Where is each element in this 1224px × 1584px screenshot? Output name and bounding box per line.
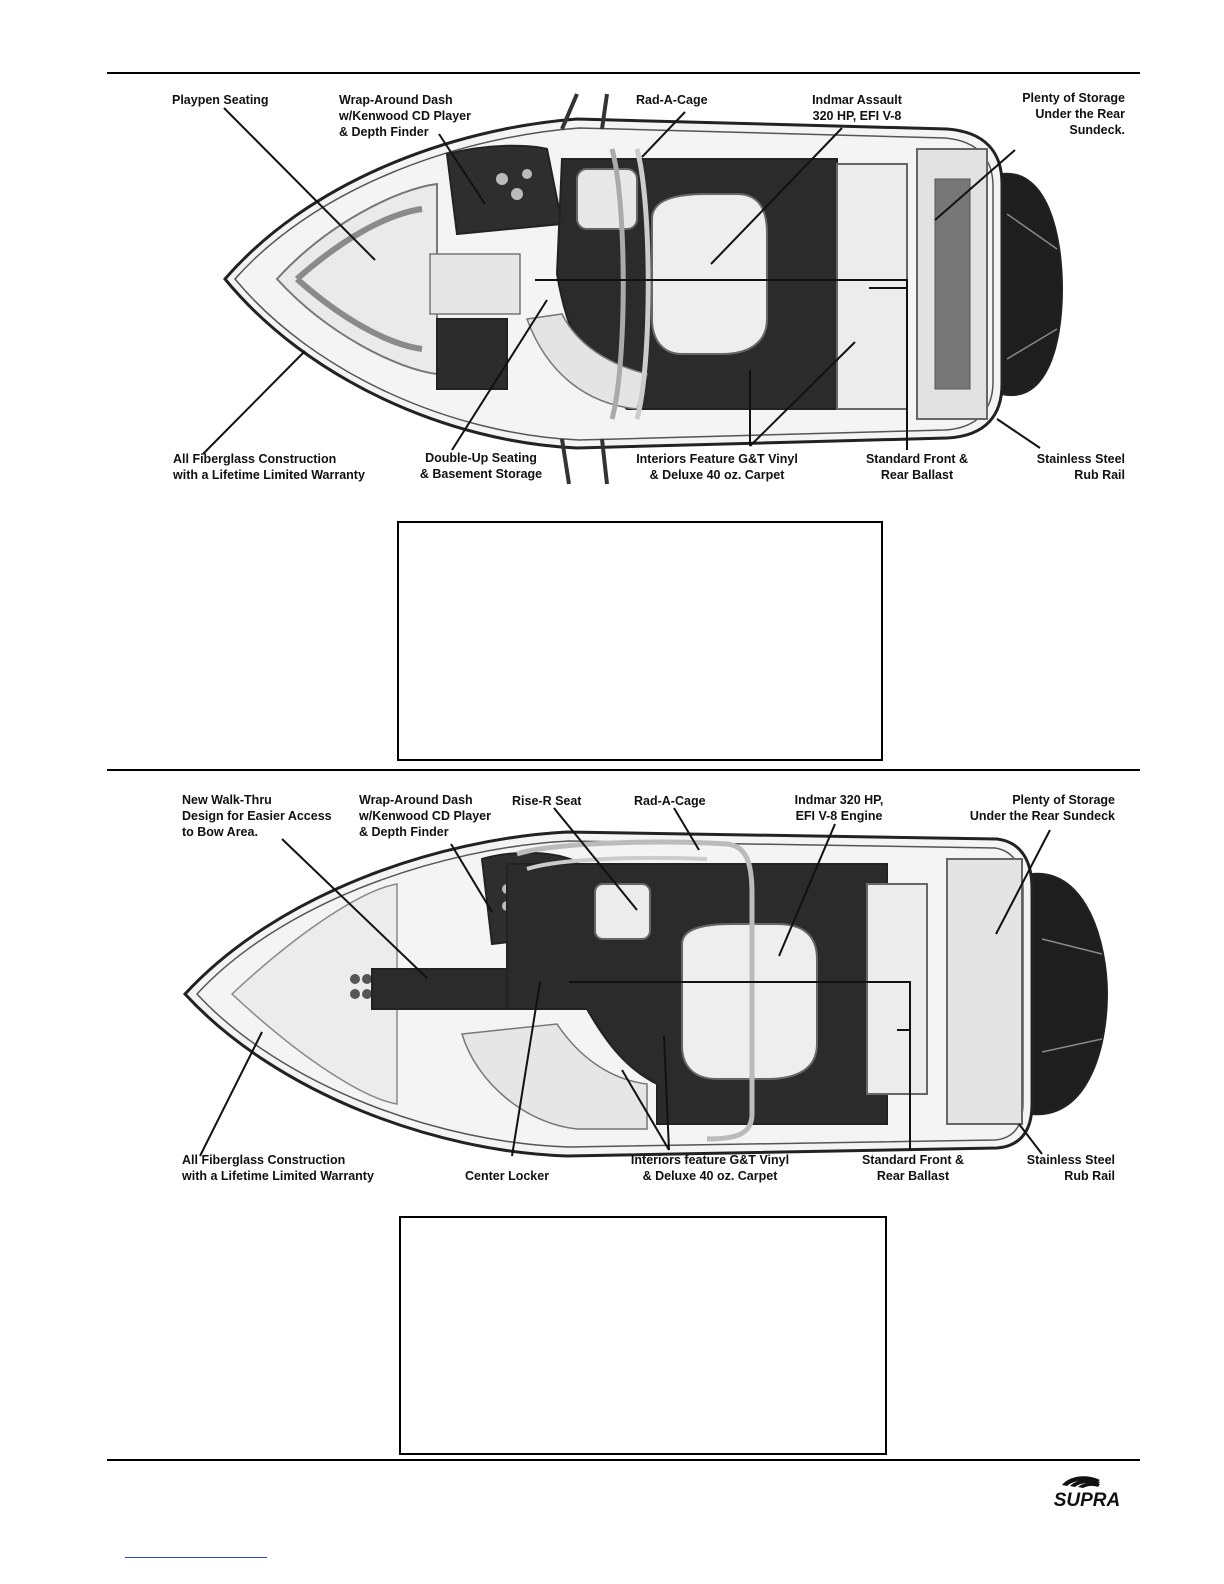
- supra-logo-text: SUPRA: [1053, 1490, 1121, 1508]
- blank-box-bottom: [399, 1216, 887, 1455]
- label-ballast: Standard Front & Rear Ballast: [861, 1153, 965, 1183]
- engine-box: [652, 194, 767, 354]
- supra-logo: [1030, 1474, 1145, 1508]
- label-fiberglass: All Fiberglass Construction with a Lifetime Limited Warranty: [182, 1153, 374, 1183]
- label-fiberglass: All Fiberglass Construction with a Lifetime Limited Warranty: [173, 452, 365, 482]
- label-rub-rail: Stainless Steel Rub Rail: [1026, 1153, 1115, 1183]
- label-engine: Indmar 320 HP, EFI V-8 Engine: [794, 793, 884, 823]
- label-center-locker: Center Locker: [465, 1169, 550, 1183]
- boat-bottom-illustration: [107, 784, 1140, 1194]
- label-playpen-seating: Playpen Seating: [172, 93, 269, 107]
- label-storage: Plenty of Storage Under the Rear Sundeck.: [1022, 91, 1125, 137]
- footer-link-underline[interactable]: [125, 1557, 267, 1558]
- label-engine: Indmar Assault 320 HP, EFI V-8: [812, 93, 902, 123]
- label-double-up-seating: Double-Up Seating & Basement Storage: [419, 451, 543, 481]
- label-wraparound-dash: Wrap-Around Dash w/Kenwood CD Player & Depth Finder: [339, 93, 471, 139]
- swim-platform: [1002, 174, 1062, 395]
- bottom-rule: [107, 1459, 1140, 1461]
- label-rad-a-cage: Rad-A-Cage: [634, 794, 706, 808]
- walkthru-carpet: [372, 969, 507, 1009]
- label-interiors: Interiors feature G&T Vinyl & Deluxe 40 oz. Carpet: [630, 1153, 790, 1183]
- blank-box-top: [397, 521, 883, 761]
- boat-top-illustration: [107, 74, 1140, 494]
- label-rise-r-seat: Rise-R Seat: [512, 794, 582, 808]
- dash: [447, 146, 562, 234]
- label-rad-a-cage: Rad-A-Cage: [636, 93, 708, 107]
- label-storage: Plenty of Storage Under the Rear Sundeck: [969, 793, 1115, 823]
- supra-logo-mark: [1030, 1474, 1145, 1508]
- label-walk-thru-design: New Walk-Thru Design for Easier Access to Bow Area.: [182, 793, 332, 839]
- label-rub-rail: Stainless Steel Rub Rail: [1036, 452, 1125, 482]
- label-ballast: Standard Front & Rear Ballast: [865, 452, 969, 482]
- middle-rule: [107, 769, 1140, 771]
- boat-diagram-bottom: [107, 784, 1140, 1194]
- label-wraparound-dash: Wrap-Around Dash w/Kenwood CD Player & Depth Finder: [359, 793, 491, 839]
- swim-platform: [1032, 874, 1107, 1114]
- boat-diagram-top: [107, 74, 1140, 494]
- label-interiors: Interiors Feature G&T Vinyl & Deluxe 40 oz. Carpet: [636, 452, 798, 482]
